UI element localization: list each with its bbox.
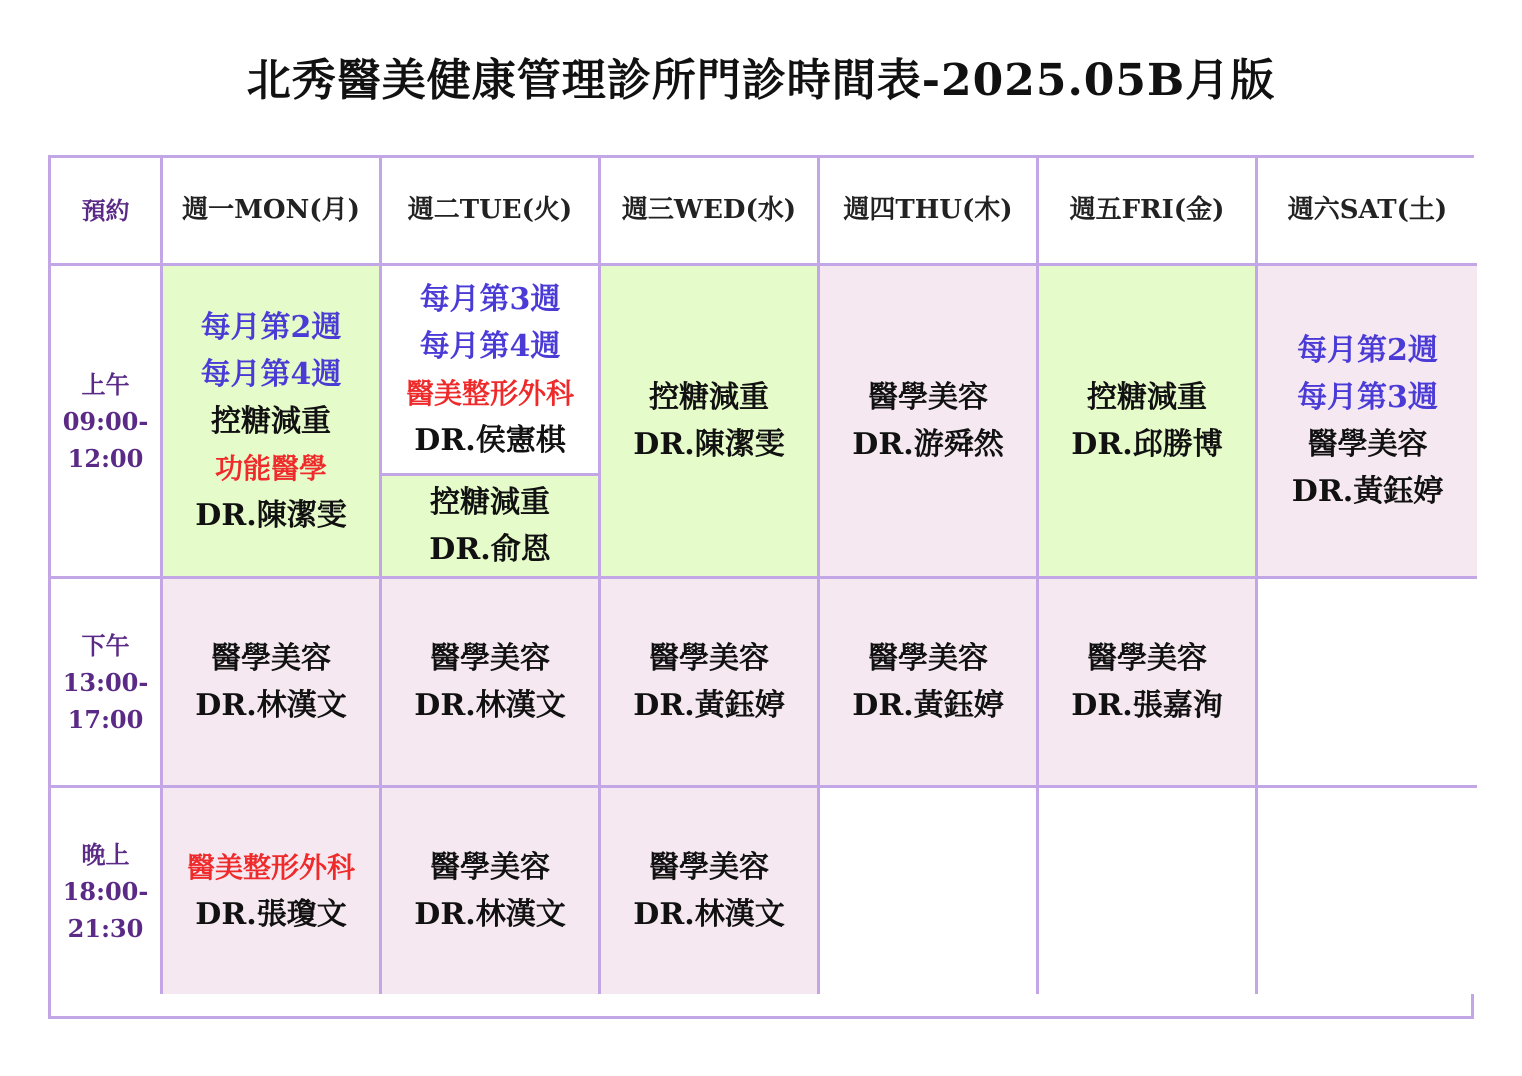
- header-tue: 週二TUE(火): [382, 158, 601, 266]
- service-label: 醫學美容: [211, 641, 331, 676]
- morning-wed-cell: [601, 266, 820, 579]
- header-wed: 週三WED(水): [601, 158, 820, 266]
- slot-afternoon: [51, 579, 163, 788]
- service-label: 功能醫學: [214, 451, 327, 485]
- page-title: 北秀醫美健康管理診所門診時間表-2025.05B月版: [246, 55, 1276, 106]
- service-label: 醫學美容: [868, 641, 988, 676]
- week-label: 每月第4週: [200, 356, 342, 392]
- service-label: 醫學美容: [649, 641, 769, 676]
- schedule-table: [48, 155, 1474, 1019]
- header-mon: 週一MON(月): [163, 158, 382, 266]
- slot-evening-end: 21:30: [67, 913, 144, 943]
- morning-thu-cell: [820, 266, 1039, 579]
- header-thu: 週四THU(木): [820, 158, 1039, 266]
- week-label: 每月第3週: [419, 281, 561, 317]
- doctor-name: DR.黃鈺婷: [852, 688, 1004, 723]
- slot-morning-start: 09:00-: [62, 406, 149, 436]
- service-label: 控糖減重: [649, 380, 769, 415]
- doctor-name: DR.游舜然: [852, 427, 1004, 462]
- doctor-name: DR.黃鈺婷: [633, 688, 785, 723]
- evening-mon-cell: [163, 788, 382, 994]
- week-label: 每月第4週: [419, 328, 561, 364]
- afternoon-fri-cell: [1039, 579, 1258, 788]
- slot-morning-name: 上午: [81, 369, 130, 399]
- slot-evening: [51, 788, 163, 994]
- evening-tue-cell: [382, 788, 601, 994]
- morning-tue-bottom-cell: [382, 476, 601, 579]
- doctor-name: DR.張嘉洵: [1071, 688, 1223, 723]
- header-reserve: 預約: [51, 158, 163, 266]
- doctor-name: DR.林漢文: [195, 688, 347, 723]
- slot-evening-start: 18:00-: [62, 876, 149, 906]
- afternoon-sat-cell: [1258, 579, 1477, 788]
- evening-sat-cell: [1258, 788, 1477, 994]
- afternoon-tue-cell: [382, 579, 601, 788]
- doctor-name: DR.俞恩: [429, 532, 551, 567]
- doctor-name: DR.林漢文: [414, 897, 566, 932]
- week-label: 每月第2週: [1297, 333, 1438, 368]
- doctor-name: DR.陳潔雯: [195, 497, 347, 533]
- service-label: 醫學美容: [430, 850, 550, 885]
- service-label: 醫美整形外科: [186, 851, 355, 884]
- slot-afternoon-start: 13:00-: [62, 667, 149, 697]
- slot-afternoon-name: 下午: [81, 630, 130, 660]
- evening-thu-cell: [820, 788, 1039, 994]
- doctor-name: DR.林漢文: [414, 688, 566, 723]
- service-label: 控糖減重: [211, 403, 331, 439]
- doctor-name: DR.邱勝博: [1071, 427, 1223, 462]
- evening-fri-cell: [1039, 788, 1258, 994]
- service-label: 控糖減重: [430, 485, 550, 520]
- afternoon-mon-cell: [163, 579, 382, 788]
- doctor-name: DR.侯憲棋: [414, 422, 566, 458]
- header-sat: 週六SAT(土): [1258, 158, 1477, 266]
- morning-mon-cell: [163, 266, 382, 579]
- doctor-name: DR.張瓊文: [195, 897, 347, 932]
- slot-morning: [51, 266, 163, 579]
- service-label: 醫學美容: [868, 380, 988, 415]
- week-label: 每月第3週: [1297, 380, 1438, 415]
- afternoon-thu-cell: [820, 579, 1039, 788]
- header-fri: 週五FRI(金): [1039, 158, 1258, 266]
- service-label: 醫學美容: [1307, 427, 1428, 462]
- service-label: 醫學美容: [649, 850, 769, 885]
- evening-wed-cell: [601, 788, 820, 994]
- service-label: 醫美整形外科: [405, 376, 574, 410]
- morning-sat-cell: [1258, 266, 1477, 579]
- morning-fri-cell: [1039, 266, 1258, 579]
- service-label: 醫學美容: [1087, 641, 1207, 676]
- service-label: 控糖減重: [1087, 380, 1207, 415]
- service-label: 醫學美容: [430, 641, 550, 676]
- slot-evening-name: 晚上: [81, 839, 130, 869]
- doctor-name: DR.林漢文: [633, 897, 785, 932]
- slot-morning-end: 12:00: [67, 443, 144, 473]
- morning-tue-top-cell: [382, 266, 601, 476]
- slot-afternoon-end: 17:00: [67, 704, 144, 734]
- week-label: 每月第2週: [200, 309, 342, 345]
- doctor-name: DR.陳潔雯: [633, 427, 785, 462]
- doctor-name: DR.黃鈺婷: [1291, 474, 1444, 509]
- afternoon-wed-cell: [601, 579, 820, 788]
